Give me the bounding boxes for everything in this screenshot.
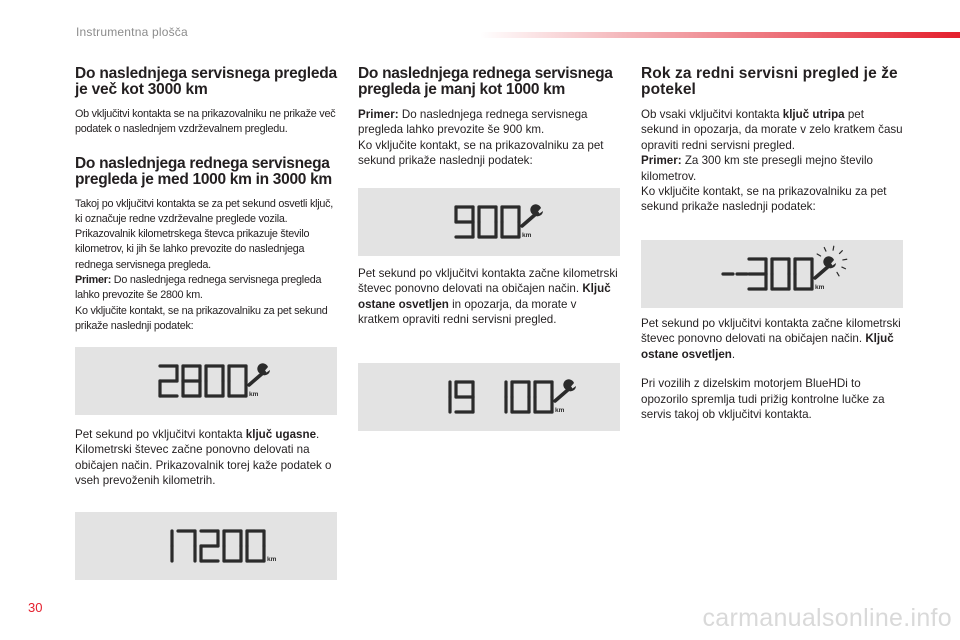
example-text: Do naslednjega rednega servisnega pregleda lahko prevozite še 900 km. [358,108,588,137]
page-number: 30 [28,600,43,615]
section-title: Instrumentna plošča [76,25,188,39]
text: Ob vsaki vključitvi kontakta [641,108,783,121]
column-3-lower [641,316,903,422]
display-graphic [358,188,620,256]
example-label: Primer: [75,274,112,287]
paragraph-key-flashes [641,107,903,153]
flash-ray [843,259,847,260]
text: pet sekund in opozarja, da morate v zelo kratkem času opraviti redni servisni pregled. [641,108,903,152]
digit-8 [183,366,200,396]
odometer-display-19100 [358,363,620,431]
wrench-icon [555,379,576,401]
flash-ray [824,247,826,251]
column-3 [641,66,903,215]
odometer-display-900 [358,188,620,256]
paragraph-example-2800 [75,273,337,304]
header-accent-bar [480,32,960,38]
digit-2 [160,366,177,396]
column-2-middle [358,266,620,328]
km-unit-label: km [815,284,825,291]
paragraph-example-300 [641,153,903,184]
odometer-display-minus-300 [641,240,903,308]
example-text: Do naslednjega rednega servisnega pregleda lahko prevozite še 2800 km. [75,274,322,302]
heading-more-than-3000: Do naslednjega servisnega pregleda je več kot 3000 km [75,65,337,98]
digit-0 [224,531,241,561]
wrench-icon [522,204,543,226]
flash-ray [833,246,834,250]
wrench-icon [249,363,270,385]
column-2 [358,66,620,169]
odometer-display-17200 [75,512,337,580]
display-graphic [641,240,903,308]
digit-0 [479,207,496,237]
text: Pet sekund po vključitvi kontakta začne kilometrski števec ponovno delovati na običajen način. [358,267,618,296]
km-unit-label: km [249,391,259,398]
text: Pet sekund po vključitvi kontakta [75,428,246,441]
heading-service-overdue: Rok za redni servisni pregled je že potekel [641,65,898,98]
flash-ray [817,254,820,256]
flash-ray [837,272,839,275]
column-1 [75,66,337,334]
odometer-display-2800 [75,347,337,415]
digit-0 [795,259,812,289]
digit-0 [229,366,246,396]
paragraph-ignition-display: Ko vključite kontakt, se na prikazovalniku za pet sekund prikaže naslednji podatek: [641,185,887,214]
digit-9 [456,382,473,412]
paragraph-ignition-display: Ko vključite kontakt, se na prikazovalniku za pet sekund prikaže naslednji podatek: [75,304,328,332]
example-text: Za 300 km ste presegli mejno število kilometrov. [641,154,873,183]
digit-0 [502,207,519,237]
display-graphic [75,512,337,580]
text: . Kilometrski števec začne ponovno delovati na običajen način. Prikazovalnik torej kaže podatek o vseh prevoženih kilometrih. [75,428,332,488]
digit-3 [749,259,766,289]
wrench-flashing-icon [815,246,847,278]
flash-ray [839,251,842,254]
digit-0 [206,366,223,396]
km-unit-label: km [555,407,565,414]
bold-text: Ključ ostane osvetljen [358,282,611,311]
bold-text: ključ ugasne [245,428,317,441]
km-unit-label: km [522,232,532,239]
text: in opozarja, da morate v kratkem opraviti redni servisni pregled. [358,297,577,327]
paragraph-no-display: Ob vključitvi kontakta se na prikazovalniku ne prikaže več podatek o naslednjem vzdrževalnem pregledu. [75,108,336,136]
display-graphic [358,363,620,431]
example-label: Primer: [358,108,399,121]
paragraph-key-off [75,427,337,489]
heading-1000-to-3000: Do naslednjega rednega servisnega pregleda je med 1000 km in 3000 km [75,154,332,188]
paragraph-ignition-display: Ko vključite kontakt, se na prikazovalniku za pet sekund prikaže naslednji podatek: [358,138,604,168]
example-label: Primer: [641,154,682,168]
bold-text: Ključ ostane osvetljen [641,332,894,361]
text: . [731,347,736,361]
digit-0 [512,382,529,412]
digit-7 [178,531,195,561]
km-unit-label: km [267,556,277,563]
heading-less-than-1000: Do naslednjega rednega servisnega pregleda je manj kot 1000 km [358,65,613,98]
flash-ray [842,267,846,269]
display-graphic [75,347,337,415]
paragraph-key-stays-lit [641,316,903,362]
digit-0 [247,531,264,561]
digit-0 [772,259,789,289]
paragraph-example-900 [358,107,620,138]
watermark: carmanualsonline.info [702,604,952,632]
bold-text: ključ utripa [782,108,845,121]
digit-9 [456,207,473,237]
digit-2 [201,531,218,561]
text: Pet sekund po vključitvi kontakta začne kilometrski števec ponovno delovati na običajen način. [641,317,901,346]
paragraph-key-lights: Takoj po vključitvi kontakta se za pet sekund osvetli ključ, ki označuje redne vzdrževalne preglede vozila. Prikazovalnik kilometrskega števca prikazuje število kilometrov, ki jih še lahko prevozite do naslednjega rednega servisnega pregleda. [75,197,334,271]
digit-0 [535,382,552,412]
paragraph-key-stays-lit [358,266,620,328]
paragraph-bluehdi-note: Pri vozilih z dizelskim motorjem BlueHDi to opozorilo spremlja tudi prižig kontrolne lučke za servis takoj ob vključitvi kontakta. [641,377,885,422]
column-1-lower [75,427,337,489]
